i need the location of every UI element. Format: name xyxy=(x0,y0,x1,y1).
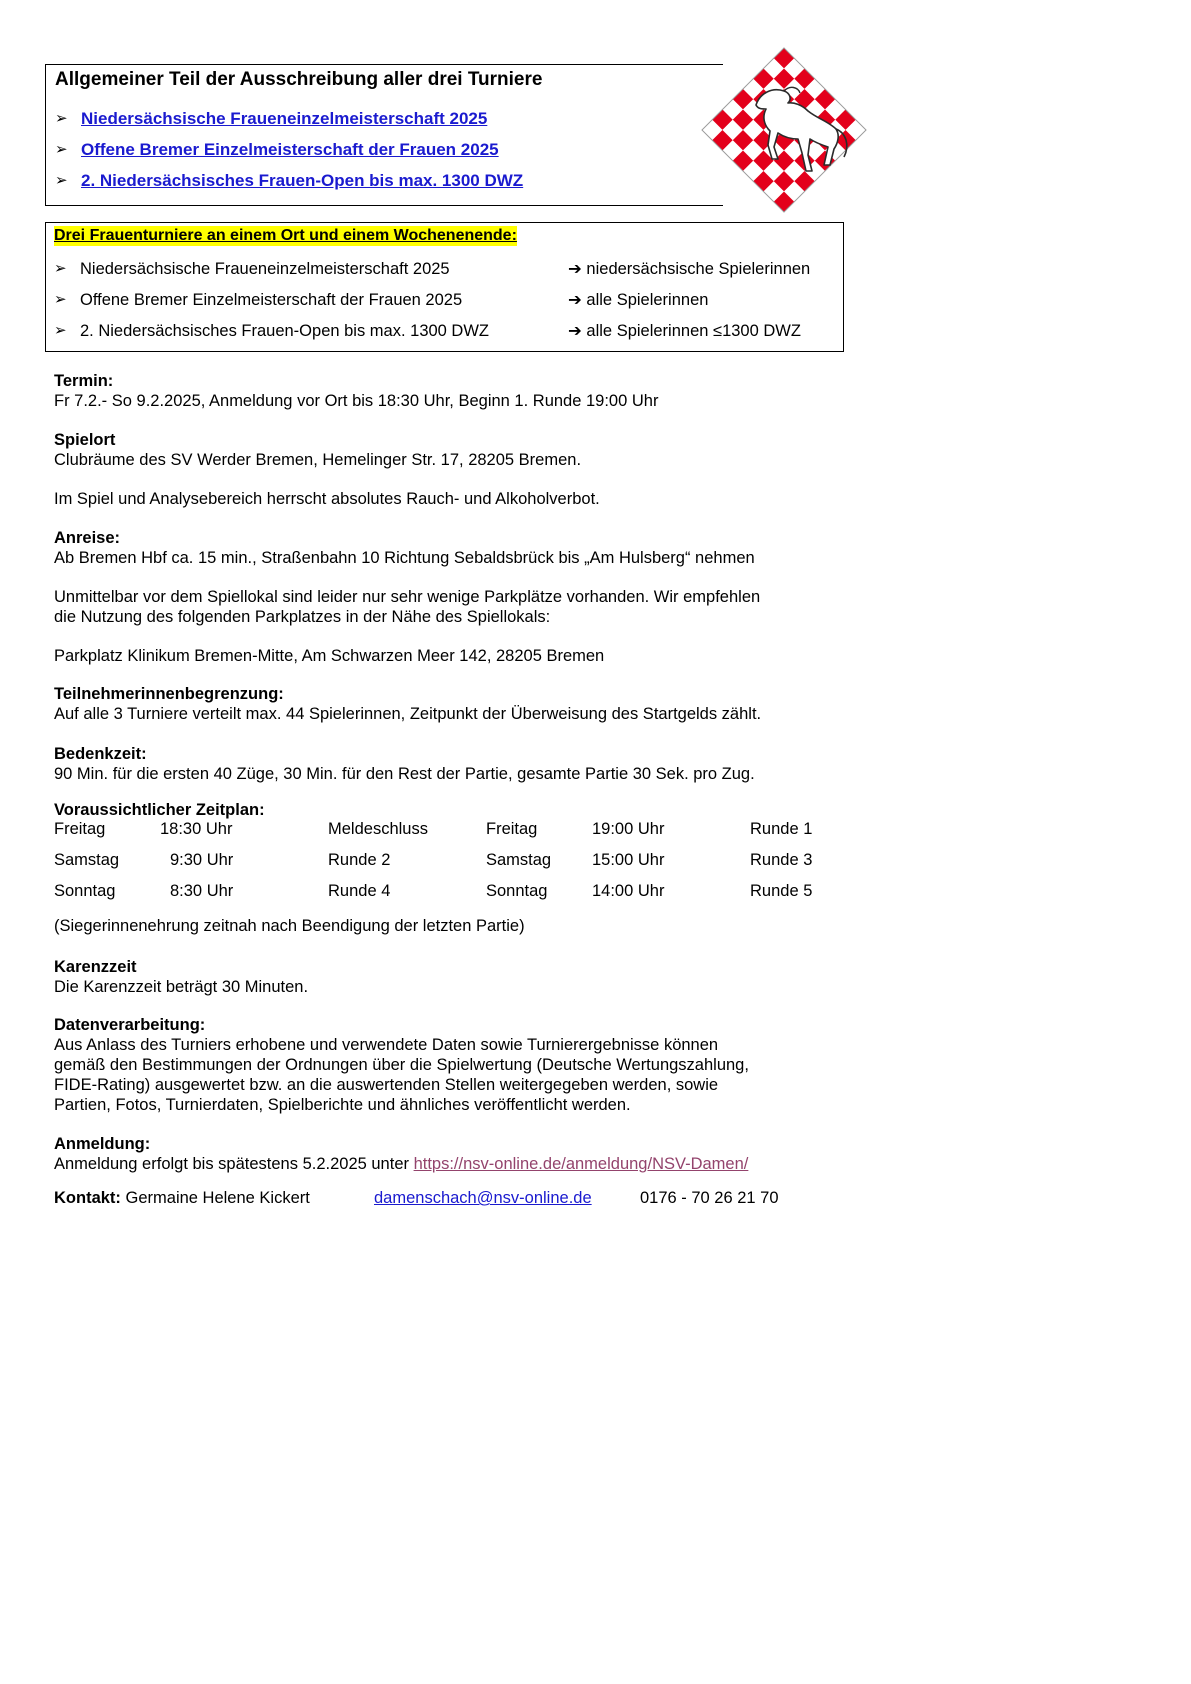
section-text: Die Karenzzeit beträgt 30 Minuten. xyxy=(54,978,309,996)
arrow-bullet-icon: ➢ xyxy=(54,260,67,277)
schedule-time: 9:30 Uhr xyxy=(170,851,234,869)
arrow-bullet-icon: ➢ xyxy=(55,110,68,127)
contact-name: Germaine Helene Kickert xyxy=(125,1189,310,1207)
list-item xyxy=(55,109,523,140)
overview-list xyxy=(54,259,839,352)
schedule-event: Runde 3 xyxy=(750,851,813,869)
schedule-day: Samstag xyxy=(486,851,552,869)
registration-link[interactable]: https://nsv-online.de/anmeldung/NSV-Damen/ xyxy=(413,1155,749,1173)
section-termin xyxy=(54,371,658,411)
anmeldung-text: Anmeldung erfolgt bis spätestens 5.2.2025 unter xyxy=(54,1155,414,1173)
section-karenzzeit xyxy=(54,957,308,997)
tournament-link-nfem[interactable]: Niedersächsische Fraueneinzelmeisterschaft 2025 xyxy=(81,109,488,128)
arrow-bullet-icon: ➢ xyxy=(54,322,67,339)
section-label: Spielort xyxy=(54,431,116,449)
overview-tournament-name: Niedersächsische Fraueneinzelmeisterschaft 2025 xyxy=(80,260,450,278)
schedule-event: Meldeschluss xyxy=(328,820,428,838)
table-row xyxy=(54,850,830,881)
tournament-link-obem[interactable]: Offene Bremer Einzelmeisterschaft der Frauen 2025 xyxy=(81,140,499,159)
section-text: Clubräume des SV Werder Bremen, Hemelinger Str. 17, 28205 Bremen. xyxy=(54,451,582,469)
parking-address: Parkplatz Klinikum Bremen-Mitte, Am Schwarzen Meer 142, 28205 Bremen xyxy=(54,647,605,665)
schedule-label: Voraussichtlicher Zeitplan: xyxy=(54,801,265,819)
list-item xyxy=(54,259,839,290)
schedule-time: 19:00 Uhr xyxy=(592,820,665,838)
overview-target-text: alle Spielerinnen xyxy=(586,291,709,309)
schedule-day: Freitag xyxy=(486,820,538,838)
schedule-day: Sonntag xyxy=(54,882,116,900)
arrow-bullet-icon: ➢ xyxy=(55,172,68,189)
overview-heading: Drei Frauenturniere an einem Ort und einem Wochenenende: xyxy=(54,227,517,244)
section-anmeldung xyxy=(54,1134,748,1174)
parking-line: Unmittelbar vor dem Spiellokal sind leider nur sehr wenige Parkplätze vorhanden. Wir empfehlen xyxy=(54,588,761,606)
section-label: Kontakt: xyxy=(54,1189,121,1207)
list-item xyxy=(54,321,839,352)
parking-info xyxy=(54,587,760,627)
overview-target-text: alle Spielerinnen ≤1300 DWZ xyxy=(586,322,801,340)
section-label: Karenzzeit xyxy=(54,958,137,976)
table-row xyxy=(54,881,830,912)
tournament-link-list xyxy=(55,109,523,202)
section-label: Anreise: xyxy=(54,529,121,547)
overview-tournament-name: Offene Bremer Einzelmeisterschaft der Frauen 2025 xyxy=(80,291,463,309)
section-text: Fr 7.2.- So 9.2.2025, Anmeldung vor Ort bis 18:30 Uhr, Beginn 1. Runde 19:00 Uhr xyxy=(54,392,659,410)
schedule-time: 14:00 Uhr xyxy=(592,882,665,900)
schedule-event: Runde 2 xyxy=(328,851,391,869)
overview-box xyxy=(45,222,844,352)
section-label: Datenverarbeitung: xyxy=(54,1016,206,1034)
overview-target: ➔ alle Spielerinnen ≤1300 DWZ xyxy=(568,322,801,340)
section-label: Teilnehmerinnenbegrenzung: xyxy=(54,685,284,703)
parking-line: die Nutzung des folgenden Parkplatzes in der Nähe des Spiellokals: xyxy=(54,608,551,626)
contact-email-link[interactable]: damenschach@nsv-online.de xyxy=(374,1189,592,1207)
section-text xyxy=(54,1154,748,1174)
overview-target-text: niedersächsische Spielerinnen xyxy=(586,260,811,278)
section-label: Anmeldung: xyxy=(54,1135,151,1153)
arrow-bullet-icon: ➢ xyxy=(55,141,68,158)
page-title: Allgemeiner Teil der Ausschreibung aller drei Turniere xyxy=(55,69,543,90)
section-bedenkzeit xyxy=(54,744,755,784)
schedule-time: 8:30 Uhr xyxy=(170,882,234,900)
section-line: Aus Anlass des Turniers erhobene und verwendete Daten sowie Turnierergebnisse können xyxy=(54,1036,719,1054)
section-teilnehmer xyxy=(54,684,761,724)
smoking-note: Im Spiel und Analysebereich herrscht absolutes Rauch- und Alkoholverbot. xyxy=(54,490,600,508)
schedule-day: Freitag xyxy=(54,820,106,838)
overview-target: ➔ niedersächsische Spielerinnen xyxy=(568,260,811,278)
schedule-time: 15:00 Uhr xyxy=(592,851,665,869)
lower-saxony-horse-icon xyxy=(698,47,870,213)
schedule-time: 18:30 Uhr xyxy=(160,820,233,838)
section-line: Partien, Fotos, Turnierdaten, Spielberichte und ähnliches veröffentlicht werden. xyxy=(54,1096,631,1114)
overview-tournament-name: 2. Niedersächsisches Frauen-Open bis max. 1300 DWZ xyxy=(80,322,490,340)
arrow-bullet-icon: ➢ xyxy=(54,291,67,308)
section-text: Auf alle 3 Turniere verteilt max. 44 Spielerinnen, Zeitpunkt der Überweisung des Startgelds zählt. xyxy=(54,705,762,723)
table-row xyxy=(54,819,830,850)
schedule-event: Runde 1 xyxy=(750,820,813,838)
list-item xyxy=(55,140,523,171)
schedule-table xyxy=(54,819,830,912)
tournament-link-open[interactable]: 2. Niedersächsisches Frauen-Open bis max. 1300 DWZ xyxy=(81,171,524,190)
schedule-note: (Siegerinnenehrung zeitnah nach Beendigung der letzten Partie) xyxy=(54,917,525,935)
overview-target: ➔ alle Spielerinnen xyxy=(568,291,709,309)
section-line: FIDE-Rating) ausgewertet bzw. an die auswertenden Stellen weitergegeben werden, sowie xyxy=(54,1076,719,1094)
section-spielort xyxy=(54,430,581,470)
section-anreise xyxy=(54,528,755,568)
section-kontakt xyxy=(54,1188,954,1208)
section-label: Bedenkzeit: xyxy=(54,745,147,763)
schedule-event: Runde 4 xyxy=(328,882,391,900)
section-datenverarbeitung xyxy=(54,1015,749,1115)
schedule-day: Samstag xyxy=(54,851,120,869)
list-item xyxy=(54,290,839,321)
header-box xyxy=(45,64,723,206)
list-item xyxy=(55,171,523,202)
schedule-day: Sonntag xyxy=(486,882,548,900)
section-label: Termin: xyxy=(54,372,114,390)
schedule-event: Runde 5 xyxy=(750,882,813,900)
section-text: 90 Min. für die ersten 40 Züge, 30 Min. für den Rest der Partie, gesamte Partie 30 Sek. pro Zug. xyxy=(54,765,755,783)
contact-phone: 0176 - 70 26 21 70 xyxy=(640,1189,779,1207)
section-text: Ab Bremen Hbf ca. 15 min., Straßenbahn 10 Richtung Sebaldsbrück bis „Am Hulsberg“ nehmen xyxy=(54,549,755,567)
section-line: gemäß den Bestimmungen der Ordnungen über die Spielwertung (Deutsche Wertungszahlung, xyxy=(54,1056,749,1074)
